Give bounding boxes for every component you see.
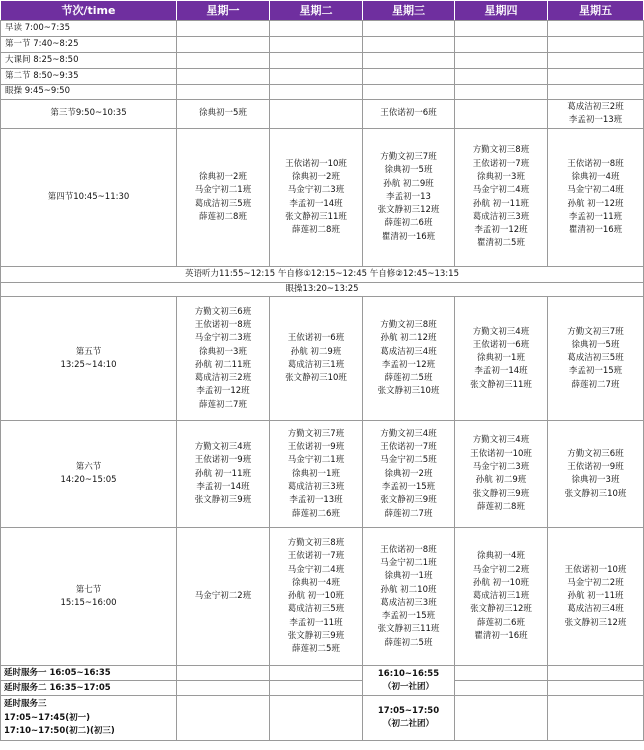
teacher-class-entry: 孙航 初一11班	[472, 198, 530, 209]
period7-label: 第七节	[75, 584, 102, 595]
teacher-class-entry: 方勤文初三6班	[194, 306, 252, 317]
teacher-class-entry: 瞿清初一16班	[568, 225, 623, 236]
morning-row	[1, 85, 644, 100]
morning-row	[1, 37, 644, 53]
empty-cell	[363, 69, 455, 85]
period6-fri	[548, 421, 644, 528]
teacher-class-entry: 葛成洁初三3班	[472, 211, 530, 222]
period6-label: 第六节	[75, 462, 102, 472]
teacher-class-entry: 徐典初一2班	[292, 171, 340, 182]
teacher-class-entry: 孙航 初一11班	[194, 468, 252, 479]
teacher-class-entry: 方勤文初三8班	[287, 537, 345, 548]
teacher-class-entry: 马金宁初二4班	[567, 185, 624, 196]
teacher-class-entry: 方勤文初三7班	[567, 326, 624, 337]
period3-tue	[270, 100, 363, 129]
club2-name: （初二社团）	[382, 719, 434, 730]
period6-row	[1, 421, 644, 528]
teacher-class-entry: 葛成洁初三3班	[380, 597, 437, 608]
period6-tue	[270, 421, 363, 528]
empty-cell	[177, 666, 270, 681]
period3-fri	[548, 100, 644, 129]
empty-cell	[363, 85, 455, 100]
day-header-thu: 星期四	[455, 1, 548, 21]
teacher-class-entry: 孙航 初二9班	[290, 346, 342, 357]
teacher-class-entry: 张文静初三11班	[285, 211, 347, 222]
empty-cell	[177, 37, 270, 53]
teacher-class-entry: 孙航 初一11班	[567, 591, 624, 602]
period7-thu	[455, 528, 548, 666]
teacher-class-entry: 王依诺初一7班	[380, 442, 437, 453]
period5-fri	[548, 297, 644, 421]
club2-time: 17:05~17:50	[377, 706, 440, 716]
extended-wed-club1	[363, 666, 455, 696]
morning-reading-label: 早读 7:00~7:35	[1, 21, 177, 37]
teacher-class-entry: 孙航 初二12班	[380, 333, 437, 344]
teacher-class-entry: 马金宁初二4班	[472, 185, 530, 196]
teacher-class-entry: 王依诺初一7班	[472, 158, 530, 169]
period5-wed	[363, 297, 455, 421]
extended2-label: 延时服务二 16:35~17:05	[1, 681, 177, 696]
morning-row	[1, 21, 644, 37]
teacher-class-entry: 孙航 初一10班	[472, 577, 530, 588]
teacher-class-entry: 马金宁初二4班	[287, 564, 345, 575]
teacher-class-entry: 王依诺初一9班	[567, 462, 624, 472]
teacher-class-entry: 葛成洁初三4班	[380, 346, 437, 357]
teacher-class-entry: 张文静初三12班	[564, 617, 627, 628]
empty-cell	[455, 37, 548, 53]
teacher-class-entry: 李孟初一11班	[289, 617, 343, 628]
period2-label: 第二节 8:50~9:35	[1, 69, 177, 85]
teacher-class-entry: 张文静初三10班	[285, 373, 347, 384]
teacher-class-entry: 徐典初一2班	[384, 468, 433, 479]
extended3-time-grade23: 17:10~17:50(初二)(初三)	[4, 725, 115, 736]
teacher-class-entry: 徐典初一3班	[199, 346, 247, 357]
period3-wed	[363, 100, 455, 129]
empty-cell	[270, 21, 363, 37]
teacher-class-entry: 瞿清初二5班	[477, 238, 525, 249]
teacher-class-entry: 方勤文初三6班	[567, 448, 624, 459]
teacher-class-entry: 张文静初三10班	[564, 488, 627, 499]
period5-mon	[177, 297, 270, 421]
teacher-class-entry: 孙航 初二9班	[383, 178, 434, 189]
noon-schedule: 英语听力11:55~12:15 午自修①12:15~12:45 午自修②12:45~13:15	[1, 267, 644, 283]
teacher-class-entry: 马金宁初二3班	[472, 462, 530, 472]
extended2-row	[1, 681, 644, 696]
period5-tue	[270, 297, 363, 421]
teacher-class-entry: 方勤文初三7班	[380, 151, 437, 162]
period6-label-cell	[1, 421, 177, 528]
teacher-class-entry: 马金宁初二1班	[287, 455, 345, 466]
empty-cell	[270, 85, 363, 100]
period4-label: 第四节10:45~11:30	[1, 129, 177, 267]
teacher-class-entry: 葛成洁初三2班	[194, 373, 252, 384]
teacher-class-entry: 李孟初一11班	[568, 211, 623, 222]
period7-mon	[177, 528, 270, 666]
teacher-class-entry: 王依诺初一8班	[567, 158, 624, 169]
extended3-label: 延时服务三	[4, 699, 47, 710]
extended3-time-grade1: 17:05~17:45(初一)	[4, 712, 91, 723]
empty-cell	[363, 21, 455, 37]
teacher-class-entry: 孙航 初二9班	[475, 475, 527, 486]
teacher-class-entry: 徐典初一1班	[292, 468, 340, 479]
teacher-class-entry: 李孟初一14班	[289, 198, 343, 209]
teacher-class-entry: 李孟初一14班	[196, 481, 250, 492]
teacher-class-entry: 薛莲初二6班	[384, 218, 433, 229]
teacher-class-entry: 方勤文初三4班	[472, 435, 530, 446]
day-header-mon: 星期一	[177, 1, 270, 21]
teacher-class-entry: 葛成洁初三1班	[472, 591, 530, 602]
teacher-class-entry: 徐典初一4班	[292, 577, 340, 588]
empty-cell	[270, 666, 363, 681]
teacher-class-entry: 薛莲初二6班	[477, 617, 525, 628]
extended1-label: 延时服务一 16:05~16:35	[1, 666, 177, 681]
teacher-class-entry: 孙航 初一10班	[287, 591, 345, 602]
empty-cell	[177, 69, 270, 85]
period7-time: 15:15~16:00	[60, 597, 117, 608]
empty-cell	[455, 21, 548, 37]
teacher-class-entry: 徐典初一1班	[477, 353, 525, 364]
period1-label: 第一节 7:40~8:25	[1, 37, 177, 53]
teacher-class-entry: 李孟初一15班	[568, 366, 623, 377]
day-header-fri: 星期五	[548, 1, 644, 21]
empty-cell	[455, 53, 548, 69]
teacher-class-entry: 薛莲初二8班	[477, 501, 525, 512]
empty-cell	[177, 21, 270, 37]
period7-fri	[548, 528, 644, 666]
period7-row	[1, 528, 644, 666]
morning-row	[1, 53, 644, 69]
teacher-class-entry: 王依诺初一10班	[285, 158, 347, 169]
empty-cell	[270, 696, 363, 741]
empty-cell	[548, 21, 644, 37]
empty-cell	[548, 37, 644, 53]
teacher-class-entry: 孙航 初一12班	[567, 198, 624, 209]
teacher-class-entry: 徐典初一5班	[199, 108, 247, 119]
teacher-class-entry: 薛莲初二7班	[384, 508, 433, 519]
period-header: 节次/time	[1, 1, 177, 21]
empty-cell	[548, 666, 644, 681]
teacher-class-entry: 王依诺初一9班	[194, 455, 252, 466]
teacher-class-entry: 王依诺初一6班	[472, 339, 530, 350]
teacher-class-entry: 马金宁初二3班	[287, 185, 345, 196]
empty-cell	[270, 53, 363, 69]
teacher-class-entry: 葛成洁初三5班	[287, 604, 345, 615]
empty-cell	[455, 666, 548, 681]
teacher-class-entry: 薛莲初二5班	[292, 644, 340, 655]
teacher-class-entry: 王依诺初一8班	[380, 544, 437, 555]
teacher-class-entry: 薛莲初二6班	[292, 508, 340, 519]
teacher-class-entry: 张文静初三11班	[377, 624, 440, 635]
teacher-class-entry: 李孟初一14班	[474, 366, 528, 377]
teacher-class-entry: 张文静初三12班	[377, 205, 440, 216]
period4-wed	[363, 129, 455, 267]
teacher-class-entry: 马金宁初二5班	[380, 455, 437, 466]
teacher-class-entry: 王依诺初一8班	[194, 319, 252, 330]
club1-name: （初一社团）	[382, 681, 434, 692]
teacher-class-entry: 李孟初一13班	[568, 115, 623, 125]
teacher-class-entry: 徐典初一3班	[477, 171, 525, 182]
teacher-class-entry: 薛莲初二5班	[384, 373, 433, 384]
teacher-class-entry: 王依诺初一6班	[287, 333, 345, 344]
noon-row	[1, 267, 644, 283]
empty-cell	[548, 69, 644, 85]
teacher-class-entry: 张文静初三9班	[287, 631, 345, 642]
teacher-class-entry: 方勤文初三4班	[472, 326, 530, 337]
empty-cell	[177, 681, 270, 696]
teacher-class-entry: 方勤文初三4班	[194, 442, 252, 453]
empty-cell	[177, 85, 270, 100]
big-break-label: 大课间 8:25~8:50	[1, 53, 177, 69]
teacher-class-entry: 马金宁初二3班	[194, 333, 252, 344]
teacher-class-entry: 孙航 初二10班	[380, 584, 437, 595]
teacher-class-entry: 李孟初一12班	[474, 225, 528, 236]
period4-row	[1, 129, 644, 267]
teacher-class-entry: 王依诺初一10班	[564, 564, 627, 575]
teacher-class-entry: 李孟初一12班	[196, 386, 250, 397]
teacher-class-entry: 张文静初三9班	[194, 495, 252, 506]
teacher-class-entry: 张文静初三12班	[470, 604, 532, 615]
period3-thu	[455, 100, 548, 129]
empty-cell	[548, 681, 644, 696]
empty-cell	[363, 37, 455, 53]
teacher-class-entry: 徐典初一5班	[384, 165, 433, 176]
teacher-class-entry: 薛莲初二5班	[384, 637, 433, 648]
teacher-class-entry: 方勤文初三7班	[287, 428, 345, 439]
empty-cell	[177, 53, 270, 69]
teacher-class-entry: 李孟初一15班	[381, 611, 436, 622]
teacher-class-entry: 李孟初一13	[386, 191, 431, 202]
teacher-class-entry: 李孟初一13班	[289, 495, 343, 506]
extended3-label-cell	[1, 696, 177, 741]
teacher-class-entry: 葛成洁初三5班	[567, 353, 624, 364]
teacher-class-entry: 薛莲初二7班	[571, 379, 620, 390]
period4-tue	[270, 129, 363, 267]
period5-label: 第五节	[75, 346, 102, 357]
teacher-class-entry: 徐典初一4班	[477, 551, 525, 562]
empty-cell	[455, 69, 548, 85]
morning-row	[1, 69, 644, 85]
teacher-class-entry: 马金宁初二1班	[194, 185, 252, 196]
period5-thu	[455, 297, 548, 421]
teacher-class-entry: 徐典初一5班	[571, 339, 620, 350]
empty-cell	[177, 696, 270, 741]
period5-time: 13:25~14:10	[60, 359, 117, 370]
teacher-class-entry: 王依诺初一10班	[470, 448, 532, 459]
teacher-class-entry: 徐典初一1班	[384, 571, 433, 582]
teacher-class-entry: 葛成洁初三3班	[287, 481, 345, 492]
teacher-class-entry: 马金宁初二1班	[380, 557, 437, 568]
teacher-class-entry: 王依诺初一6班	[380, 108, 437, 119]
empty-cell	[270, 681, 363, 696]
teacher-class-entry: 薛莲初二8班	[292, 225, 340, 236]
noon-eye-exercise: 眼操13:20~13:25	[1, 283, 644, 297]
empty-cell	[363, 53, 455, 69]
teacher-class-entry: 王依诺初一9班	[287, 442, 345, 453]
period7-wed	[363, 528, 455, 666]
teacher-class-entry: 马金宁初二2班	[472, 564, 530, 575]
period5-label-cell	[1, 297, 177, 421]
teacher-class-entry: 方勤文初三8班	[380, 319, 437, 330]
teacher-class-entry: 葛成洁初三5班	[194, 198, 252, 209]
empty-cell	[548, 85, 644, 100]
teacher-class-entry: 薛莲初二8班	[199, 211, 247, 222]
empty-cell	[455, 696, 548, 741]
period3-row	[1, 100, 644, 129]
period4-mon	[177, 129, 270, 267]
empty-cell	[455, 681, 548, 696]
period7-tue	[270, 528, 363, 666]
eye-exercise-label: 眼操 9:45~9:50	[1, 85, 177, 100]
period5-row	[1, 297, 644, 421]
teacher-class-entry: 马金宁初二2班	[567, 577, 624, 588]
extended-wed-club2	[363, 696, 455, 741]
empty-cell	[548, 53, 644, 69]
period3-mon	[177, 100, 270, 129]
teacher-class-entry: 马金宁初二2班	[194, 591, 252, 602]
teacher-class-entry: 方勤文初三8班	[472, 145, 530, 156]
teacher-class-entry: 薛莲初二7班	[199, 399, 247, 410]
period6-mon	[177, 421, 270, 528]
teacher-class-entry: 瞿清初一16班	[474, 631, 528, 642]
teacher-class-entry: 李孟初一12班	[381, 359, 436, 370]
teacher-class-entry: 李孟初一15班	[381, 481, 436, 492]
teacher-class-entry: 葛成洁初三2班	[567, 101, 624, 112]
empty-cell	[270, 69, 363, 85]
teacher-class-entry: 徐典初一2班	[199, 171, 247, 182]
teacher-class-entry: 王依诺初一7班	[287, 551, 345, 562]
club1-time: 16:10~16:55	[377, 668, 440, 679]
teacher-class-entry: 孙航 初二11班	[194, 359, 252, 370]
period4-fri	[548, 129, 644, 267]
period4-thu	[455, 129, 548, 267]
period7-label-cell	[1, 528, 177, 666]
period6-time: 14:20~15:05	[60, 475, 117, 486]
noon-eye-row	[1, 283, 644, 297]
teacher-class-entry: 徐典初一4班	[571, 171, 620, 182]
period6-thu	[455, 421, 548, 528]
teacher-class-entry: 张文静初三9班	[380, 495, 437, 506]
teacher-class-entry: 葛成洁初三4班	[567, 604, 624, 615]
teacher-class-entry: 瞿清初一16班	[381, 231, 436, 242]
teacher-class-entry: 张文静初三11班	[470, 379, 532, 390]
empty-cell	[455, 85, 548, 100]
empty-cell	[270, 37, 363, 53]
teacher-class-entry: 张文静初三10班	[377, 386, 440, 397]
teacher-class-entry: 方勤文初三4班	[380, 428, 437, 439]
header-row	[1, 1, 644, 21]
extended1-row	[1, 666, 644, 681]
period3-label: 第三节9:50~10:35	[1, 100, 177, 129]
teacher-class-entry: 徐典初一3班	[571, 475, 620, 486]
teacher-class-entry: 葛成洁初三1班	[287, 359, 345, 370]
day-header-wed: 星期三	[363, 1, 455, 21]
teacher-class-entry: 张文静初三9班	[472, 488, 530, 499]
empty-cell	[548, 696, 644, 741]
day-header-tue: 星期二	[270, 1, 363, 21]
period6-wed	[363, 421, 455, 528]
extended3-row	[1, 696, 644, 741]
